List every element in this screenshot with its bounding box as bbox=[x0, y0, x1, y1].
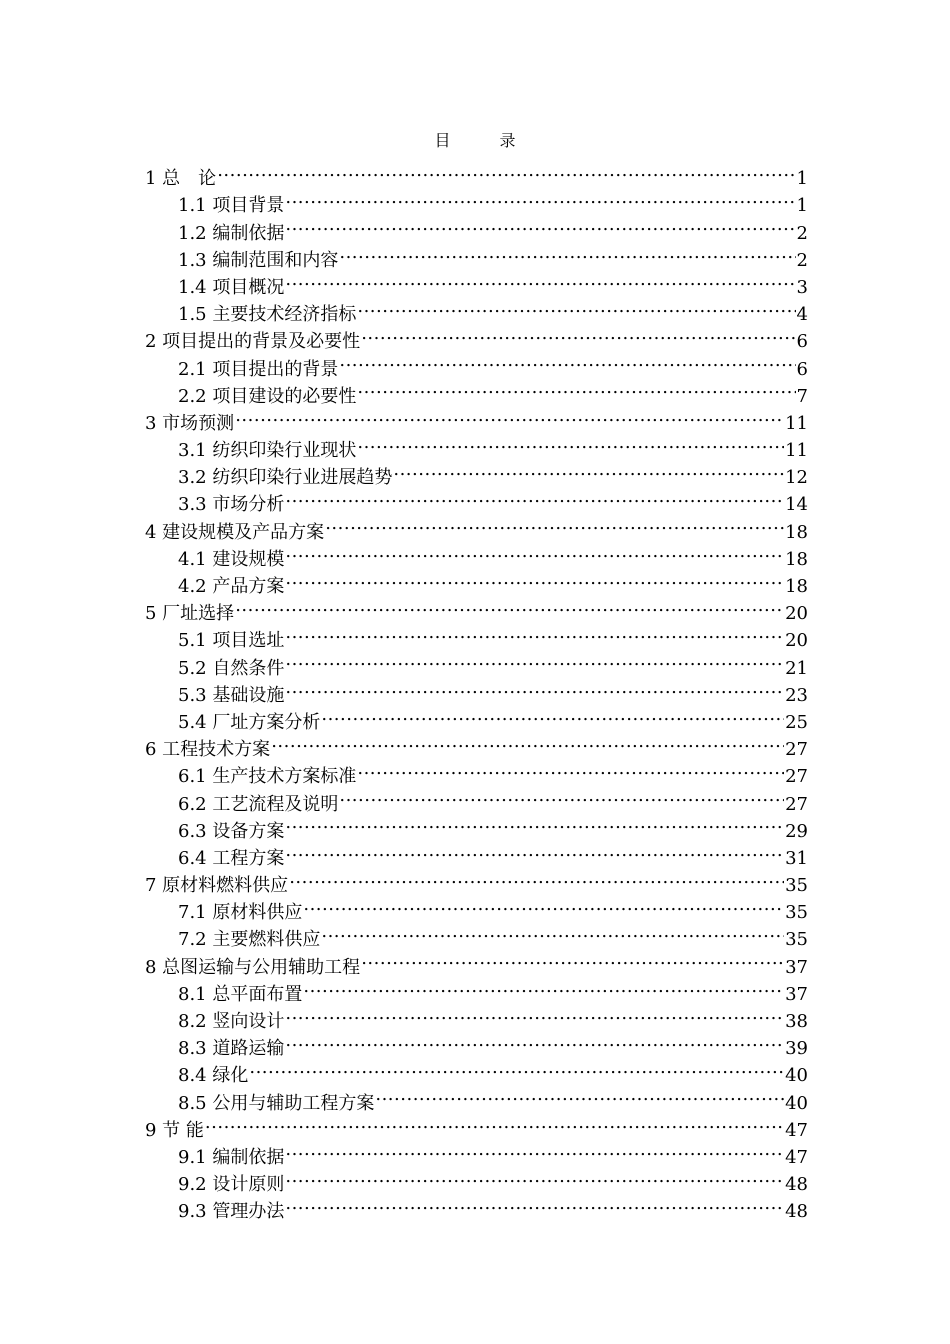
toc-entry-page-number: 6 bbox=[796, 358, 808, 380]
toc-dot-leader bbox=[356, 293, 795, 320]
toc-entry-page-number: 31 bbox=[785, 847, 808, 869]
toc-dot-leader bbox=[356, 755, 784, 782]
toc-dot-leader bbox=[324, 510, 784, 537]
toc-dot-leader bbox=[360, 945, 784, 972]
toc-chapter-entry[interactable] bbox=[145, 402, 808, 434]
toc-entry-label: 7.2 主要燃料供应 bbox=[178, 929, 321, 951]
toc-entry-page-number: 18 bbox=[785, 576, 808, 597]
toc-entry-label: 5.3 基础设施 bbox=[178, 684, 285, 706]
toc-entry-label: 8 总图运输与公用辅助工程 bbox=[145, 956, 361, 978]
toc-entry-label: 6.2 工艺流程及说明 bbox=[178, 793, 339, 815]
toc-dot-leader bbox=[288, 864, 784, 891]
toc-dot-leader bbox=[284, 619, 784, 646]
toc-dot-leader bbox=[338, 347, 795, 374]
toc-entry-label: 7.1 原材料供应 bbox=[178, 902, 303, 924]
toc-entry-label: 2 项目提出的背景及必要性 bbox=[145, 331, 361, 353]
toc-entry-page-number: 2 bbox=[796, 249, 808, 271]
toc-entry-label: 3.1 纺织印染行业现状 bbox=[178, 440, 357, 462]
toc-entry-label: 1 总 论 bbox=[145, 168, 217, 190]
toc-entry-page-number: 18 bbox=[785, 521, 808, 543]
toc-dot-leader bbox=[338, 782, 784, 809]
toc-dot-leader bbox=[284, 1000, 784, 1027]
toc-entry-label: 5.1 项目选址 bbox=[178, 630, 285, 652]
toc-entry-label: 1.1 项目背景 bbox=[178, 195, 285, 217]
toc-entry-label: 8.1 总平面布置 bbox=[178, 983, 303, 1005]
toc-dot-leader bbox=[270, 728, 784, 755]
toc-entry-page-number: 23 bbox=[785, 684, 808, 706]
toc-entry-label: 9 节 能 bbox=[145, 1119, 204, 1141]
toc-entry-page-number: 6 bbox=[796, 331, 808, 353]
toc-chapter-entry[interactable] bbox=[145, 592, 808, 625]
toc-dot-leader bbox=[320, 701, 784, 728]
toc-dot-leader bbox=[360, 320, 795, 347]
toc-entry-page-number: 38 bbox=[785, 1011, 808, 1032]
toc-dot-leader bbox=[284, 211, 795, 238]
toc-entry-page-number: 48 bbox=[785, 1201, 808, 1223]
toc-entry-label: 6.4 工程方案 bbox=[178, 847, 285, 869]
toc-entry-label: 3.2 纺织印染行业进展趋势 bbox=[178, 467, 393, 489]
toc-entry-label: 2.2 项目建设的必要性 bbox=[178, 385, 357, 407]
toc-dot-leader bbox=[284, 1136, 784, 1163]
toc-entry-label: 1.5 主要技术经济指标 bbox=[178, 304, 357, 326]
toc-entry-label: 8.2 竖向设计 bbox=[178, 1011, 285, 1032]
toc-entry-label: 9.2 设计原则 bbox=[178, 1174, 285, 1196]
toc-chapter-entry[interactable] bbox=[145, 1109, 808, 1141]
toc-entry-page-number: 11 bbox=[785, 440, 808, 462]
toc-dot-leader bbox=[284, 674, 784, 701]
toc-entry-label: 6.1 生产技术方案标准 bbox=[178, 766, 357, 788]
toc-dot-leader bbox=[216, 157, 795, 184]
toc-entry-page-number: 11 bbox=[785, 412, 808, 434]
toc-entry-page-number: 37 bbox=[785, 983, 808, 1005]
toc-entry-label: 6.3 设备方案 bbox=[178, 820, 285, 842]
toc-entry-page-number: 27 bbox=[785, 793, 808, 815]
toc-entry-page-number: 12 bbox=[785, 467, 808, 489]
toc-entry-page-number: 20 bbox=[785, 603, 808, 625]
toc-dot-leader bbox=[302, 973, 784, 1000]
toc-dot-leader bbox=[284, 1163, 784, 1190]
toc-dot-leader bbox=[392, 456, 784, 483]
toc-entry-page-number: 1 bbox=[796, 168, 808, 190]
toc-dot-leader bbox=[374, 1081, 784, 1108]
toc-entry-page-number: 14 bbox=[785, 494, 808, 516]
toc-dot-leader bbox=[284, 646, 784, 673]
toc-entry-page-number: 47 bbox=[785, 1119, 808, 1141]
toc-entry-label: 5.4 厂址方案分析 bbox=[178, 711, 321, 733]
toc-entry-page-number: 37 bbox=[785, 956, 808, 978]
toc-entry-page-number: 18 bbox=[785, 548, 808, 570]
toc-entry-page-number: 2 bbox=[796, 222, 808, 244]
toc-entry-label: 3 市场预测 bbox=[145, 412, 235, 434]
toc-dot-leader bbox=[338, 239, 795, 266]
toc-entry-page-number: 29 bbox=[785, 820, 808, 842]
toc-entry-label: 8.3 道路运输 bbox=[178, 1038, 285, 1060]
toc-entry-label: 9.1 编制依据 bbox=[178, 1146, 285, 1168]
toc-entry-label: 1.4 项目概况 bbox=[178, 276, 285, 298]
toc-entry-page-number: 1 bbox=[796, 195, 808, 217]
toc-dot-leader bbox=[248, 1054, 784, 1081]
toc-section-entry[interactable] bbox=[145, 1136, 808, 1168]
toc-entry-page-number: 40 bbox=[785, 1065, 808, 1087]
toc-dot-leader bbox=[284, 565, 784, 592]
toc-entry-page-number: 3 bbox=[796, 276, 808, 298]
toc-dot-leader bbox=[234, 592, 784, 619]
toc-section-entry[interactable] bbox=[145, 184, 808, 217]
toc-entry-page-number: 25 bbox=[785, 711, 808, 733]
toc-chapter-entry[interactable] bbox=[145, 157, 808, 190]
toc-entry-page-number: 47 bbox=[785, 1146, 808, 1168]
toc-dot-leader bbox=[284, 184, 795, 211]
toc-entry-page-number: 27 bbox=[785, 766, 808, 788]
toc-dot-leader bbox=[320, 918, 784, 945]
toc-dot-leader bbox=[356, 429, 784, 456]
toc-entry-label: 4.2 产品方案 bbox=[178, 576, 285, 597]
toc-dot-leader bbox=[284, 538, 784, 565]
toc-entry-label: 1.3 编制范围和内容 bbox=[178, 249, 339, 271]
toc-list bbox=[145, 157, 808, 1223]
toc-entry-page-number: 27 bbox=[785, 739, 808, 761]
toc-entry-label: 1.2 编制依据 bbox=[178, 222, 285, 244]
toc-entry-page-number: 35 bbox=[785, 875, 808, 897]
toc-entry-label: 9.3 管理办法 bbox=[178, 1201, 285, 1223]
toc-section-entry[interactable] bbox=[145, 429, 808, 462]
toc-entry-label: 4 建设规模及产品方案 bbox=[145, 521, 325, 543]
toc-entry-label: 3.3 市场分析 bbox=[178, 494, 285, 516]
toc-dot-leader bbox=[302, 891, 784, 918]
toc-entry-label: 5 厂址选择 bbox=[145, 603, 235, 625]
toc-dot-leader bbox=[284, 1190, 784, 1217]
toc-entry-page-number: 35 bbox=[785, 902, 808, 924]
toc-entry-page-number: 40 bbox=[785, 1092, 808, 1114]
toc-entry-label: 5.2 自然条件 bbox=[178, 657, 285, 679]
toc-entry-label: 4.1 建设规模 bbox=[178, 548, 285, 570]
toc-entry-label: 6 工程技术方案 bbox=[145, 739, 271, 761]
toc-entry-label: 2.1 项目提出的背景 bbox=[178, 358, 339, 380]
toc-dot-leader bbox=[204, 1109, 784, 1136]
toc-entry-page-number: 35 bbox=[785, 929, 808, 951]
toc-entry-page-number: 20 bbox=[785, 630, 808, 652]
toc-dot-leader bbox=[284, 483, 784, 510]
toc-entry-page-number: 48 bbox=[785, 1174, 808, 1196]
toc-entry-label: 7 原材料燃料供应 bbox=[145, 875, 289, 897]
toc-entry-page-number: 21 bbox=[785, 657, 808, 679]
toc-dot-leader bbox=[284, 810, 784, 837]
toc-entry-label: 8.5 公用与辅助工程方案 bbox=[178, 1092, 375, 1114]
toc-dot-leader bbox=[284, 1027, 784, 1054]
toc-dot-leader bbox=[284, 266, 795, 293]
toc-entry-label: 8.4 绿化 bbox=[178, 1065, 249, 1087]
toc-section-entry[interactable] bbox=[145, 619, 808, 652]
toc-dot-leader bbox=[234, 402, 784, 429]
toc-dot-leader bbox=[356, 375, 795, 402]
toc-entry-page-number: 4 bbox=[796, 304, 808, 326]
toc-entry-page-number: 7 bbox=[796, 385, 808, 407]
toc-dot-leader bbox=[284, 837, 784, 864]
toc-title: 目 录 bbox=[434, 131, 538, 150]
toc-entry-page-number: 39 bbox=[785, 1038, 808, 1060]
